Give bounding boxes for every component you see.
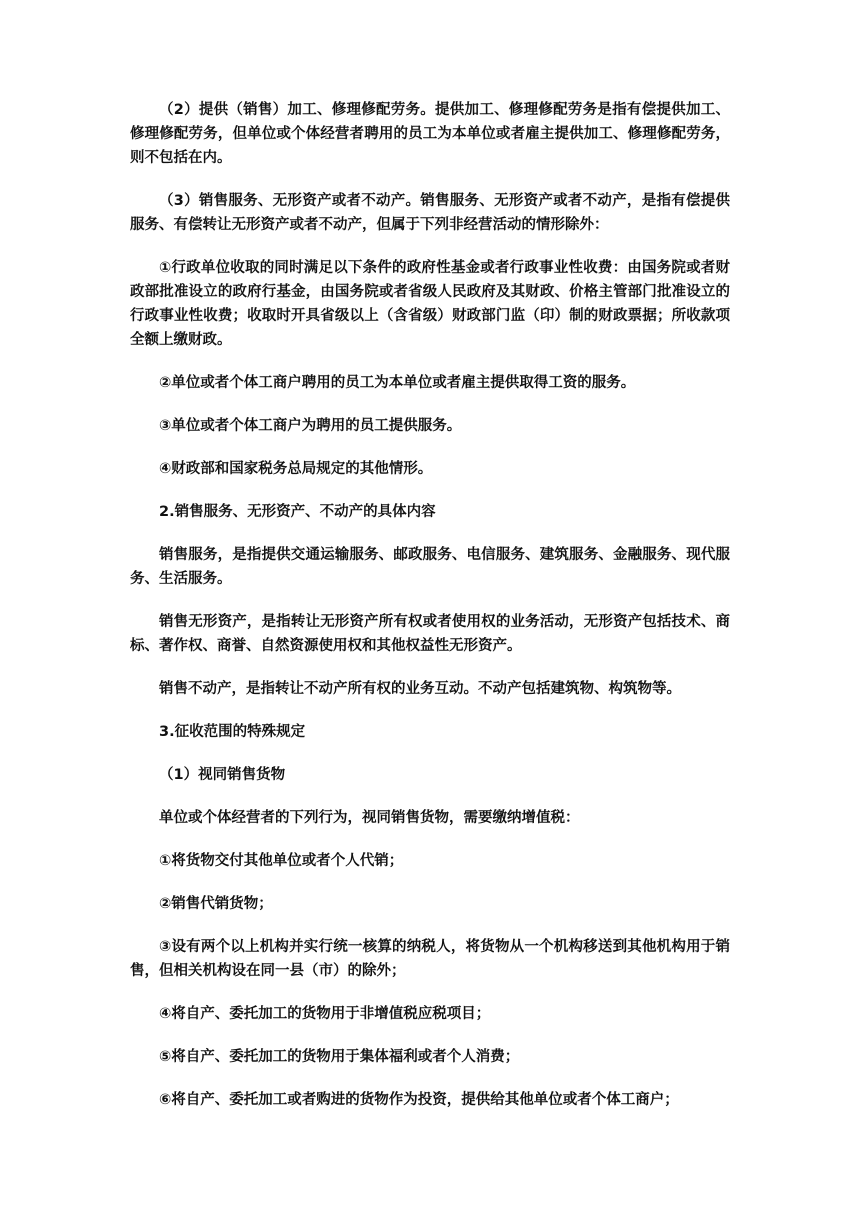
document-body	[130, 98, 730, 1112]
paragraph-exception-2: ②单位或者个体工商户聘用的员工为本单位或者雇主提供取得工资的服务。	[159, 375, 636, 391]
paragraph-labor-services: （2）提供（销售）加工、修理修配劳务。提供加工、修理修配劳务是指有偿提供加工、修理修配劳务，但单位或个体经营者聘用的员工为本单位或者雇主提供加工、修理修配劳务，则不包括在内。	[130, 102, 730, 166]
list-item-deemed-6: ⑥将自产、委托加工或者购进的货物作为投资，提供给其他单位或者个体工商户；	[159, 1092, 679, 1108]
subsection-heading-deemed-sales: （1）视同销售货物	[159, 767, 286, 783]
list-item-deemed-2: ②销售代销货物；	[159, 896, 273, 912]
paragraph-exception-1: ①行政单位收取的同时满足以下条件的政府性基金或者行政事业性收费：由国务院或者财政部批准设立的政府行基金，由国务院或者省级人民政府及其财政、价格主管部门批准设立的行政事业性收费；收取时开具省级以上（含省级）财政部门监（印）制的财政票据；所收款项全额上缴财政。	[130, 260, 730, 348]
paragraph-sales-intangibles: 销售无形资产，是指转让无形资产所有权或者使用权的业务活动，无形资产包括技术、商标、著作权、商誉、自然资源使用权和其他权益性无形资产。	[130, 614, 730, 654]
paragraph-sales-realestate: 销售不动产，是指转让不动产所有权的业务互动。不动产包括建筑物、构筑物等。	[159, 681, 681, 697]
paragraph-sales-services: 销售服务，是指提供交通运输服务、邮政服务、电信服务、建筑服务、金融服务、现代服务、生活服务。	[130, 547, 730, 587]
paragraph-services-intangibles-realestate: （3）销售服务、无形资产或者不动产。销售服务、无形资产或者不动产，是指有偿提供服务、有偿转让无形资产或者不动产，但属于下列非经营活动的情形除外：	[130, 193, 730, 233]
list-item-deemed-3: ③设有两个以上机构并实行统一核算的纳税人，将货物从一个机构移送到其他机构用于销售，但相关机构设在同一县（市）的除外；	[130, 939, 730, 979]
section-heading-2: 2.销售服务、无形资产、不动产的具体内容	[159, 504, 436, 520]
list-item-deemed-1: ①将货物交付其他单位或者个人代销；	[159, 853, 404, 869]
paragraph-exception-3: ③单位或者个体工商户为聘用的员工提供服务。	[159, 418, 462, 434]
list-item-deemed-4: ④将自产、委托加工的货物用于非增值税应税项目；	[159, 1006, 491, 1022]
paragraph-deemed-sales-intro: 单位或个体经营者的下列行为，视同销售货物，需要缴纳增值税：	[159, 810, 580, 826]
list-item-deemed-5: ⑤将自产、委托加工的货物用于集体福利或者个人消费；	[159, 1049, 520, 1065]
section-heading-3: 3.征收范围的特殊规定	[159, 724, 306, 740]
paragraph-exception-4: ④财政部和国家税务总局规定的其他情形。	[159, 461, 433, 477]
